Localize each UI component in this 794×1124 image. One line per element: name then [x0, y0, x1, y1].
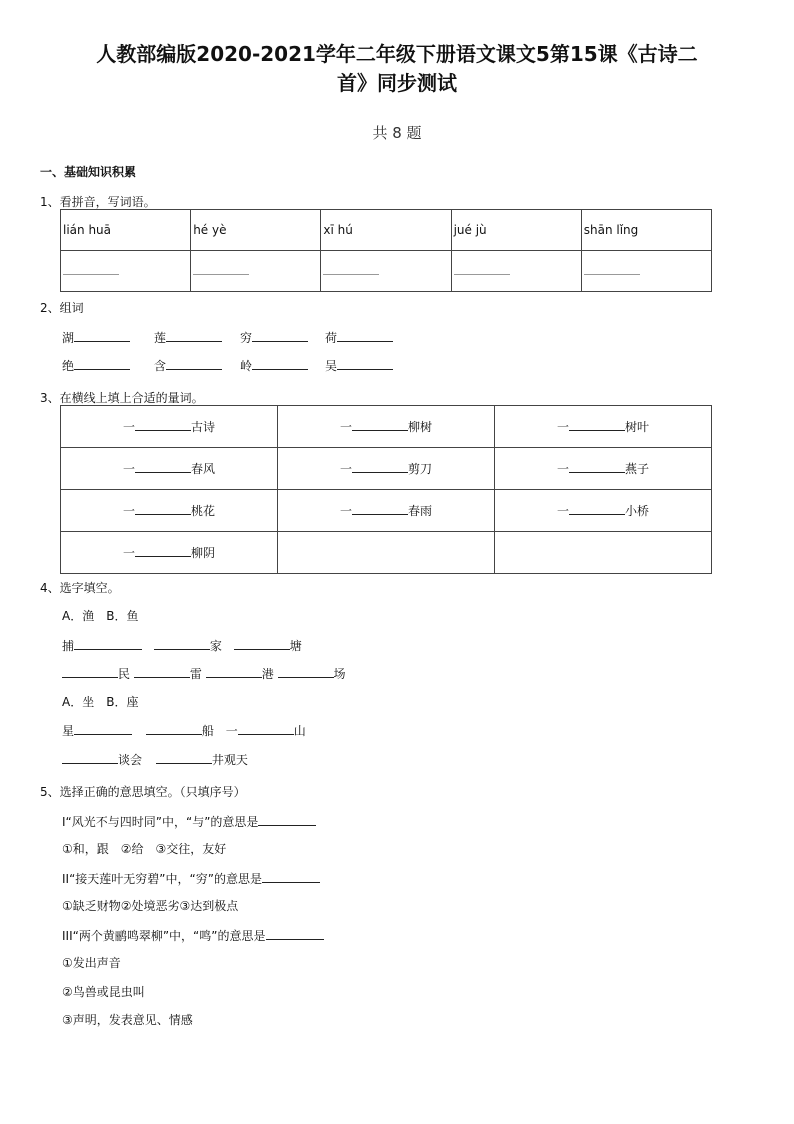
answer-blank[interactable]: [234, 637, 290, 650]
measure-cell: 一 春雨: [278, 490, 495, 532]
measure-cell: 一 古诗: [61, 406, 278, 448]
q5-iii-question: III“两个黄鹂鸣翠柳”中，“鸣”的意思是: [62, 927, 324, 944]
answer-blank[interactable]: [146, 722, 202, 735]
q2-item: 含: [154, 357, 222, 374]
q2-item: 荷: [325, 329, 393, 346]
document-title: [0, 40, 794, 98]
q4-line-3: 星 船 一 山: [62, 724, 306, 738]
pinyin-cell: shān lǐng: [581, 210, 711, 251]
answer-blank[interactable]: [569, 502, 625, 515]
q5-label: 5、选择正确的意思填空。（只填序号）: [40, 785, 246, 799]
answer-blank[interactable]: [135, 418, 191, 431]
q4-options-1: A．渔 B．鱼: [62, 609, 139, 623]
answer-blank[interactable]: [252, 357, 308, 370]
answer-blank[interactable]: [584, 266, 640, 275]
answer-blank[interactable]: [569, 418, 625, 431]
answer-blank[interactable]: [74, 357, 130, 370]
answer-blank[interactable]: [454, 266, 510, 275]
measure-cell: 一 小桥: [495, 490, 712, 532]
q4-options-2: A．坐 B．座: [62, 695, 139, 709]
pinyin-cell: hé yè: [191, 210, 321, 251]
measure-cell: 一 树叶: [495, 406, 712, 448]
measure-cell: 一 柳树: [278, 406, 495, 448]
question-count: 共 8 题: [372, 124, 422, 142]
answer-blank[interactable]: [74, 329, 130, 342]
answer-blank[interactable]: [352, 502, 408, 515]
answer-blank[interactable]: [569, 460, 625, 473]
answer-blank[interactable]: [337, 329, 393, 342]
q5-iii-option-1: ①发出声音: [62, 956, 121, 970]
measure-cell: 一 燕子: [495, 448, 712, 490]
answer-blank[interactable]: [278, 665, 334, 678]
title-line-2: 首》同步测试: [337, 71, 457, 95]
answer-blank[interactable]: [166, 329, 222, 342]
answer-blank[interactable]: [154, 637, 210, 650]
measure-cell: 一 桃花: [61, 490, 278, 532]
q5-i-question: I“风光不与四时同”中，“与”的意思是: [62, 813, 316, 830]
answer-blank[interactable]: [352, 460, 408, 473]
answer-blank[interactable]: [62, 665, 118, 678]
measure-cell: 一 柳阴: [61, 532, 278, 574]
q2-item: 莲: [154, 329, 222, 346]
answer-cell[interactable]: [451, 251, 581, 292]
answer-blank[interactable]: [193, 266, 249, 275]
answer-blank[interactable]: [266, 927, 324, 940]
answer-cell[interactable]: [321, 251, 451, 292]
q5-iii-option-3: ③声明，发表意见、情感: [62, 1013, 193, 1027]
q5-i-options: ①和，跟 ②给 ③交往，友好: [62, 842, 227, 856]
answer-blank[interactable]: [62, 751, 118, 764]
answer-cell[interactable]: [191, 251, 321, 292]
answer-cell[interactable]: [581, 251, 711, 292]
q5-iii-option-2: ②鸟兽或昆虫叫: [62, 985, 145, 999]
measure-cell: 一 剪刀: [278, 448, 495, 490]
pinyin-cell: xī hú: [321, 210, 451, 251]
answer-cell[interactable]: [61, 251, 191, 292]
q4-label: 4、选字填空。: [40, 581, 120, 595]
q4-line-2: 民 雷 港 场: [62, 665, 346, 682]
answer-blank[interactable]: [323, 266, 379, 275]
answer-blank[interactable]: [74, 722, 132, 735]
pinyin-table: [60, 209, 712, 292]
answer-blank[interactable]: [135, 460, 191, 473]
measure-cell: 一 春风: [61, 448, 278, 490]
answer-blank[interactable]: [252, 329, 308, 342]
answer-blank[interactable]: [156, 751, 212, 764]
section-heading: 一、基础知识积累: [40, 165, 137, 179]
q4-line-4: 谈会 井观天: [62, 751, 248, 768]
q1-label: 1、看拼音，写词语。: [40, 195, 156, 209]
answer-blank[interactable]: [352, 418, 408, 431]
q2-item: 湖: [62, 329, 130, 346]
pinyin-cell: jué jù: [451, 210, 581, 251]
answer-blank[interactable]: [262, 870, 320, 883]
empty-cell: [495, 532, 712, 574]
q5-ii-question: II“接天莲叶无穷碧”中，“穷”的意思是: [62, 870, 320, 887]
q2-item: 绝: [62, 357, 130, 374]
answer-blank[interactable]: [166, 357, 222, 370]
answer-blank[interactable]: [74, 637, 142, 650]
q2-item: 吴: [325, 357, 393, 374]
q4-line-1: 捕 家 塘: [62, 639, 302, 653]
q2-item: 岭: [240, 357, 308, 374]
answer-blank[interactable]: [135, 502, 191, 515]
pinyin-cell: lián huā: [61, 210, 191, 251]
answer-blank[interactable]: [337, 357, 393, 370]
q2-label: 2、组词: [40, 301, 84, 315]
answer-blank[interactable]: [206, 665, 262, 678]
answer-blank[interactable]: [134, 665, 190, 678]
q5-ii-options: ①缺乏财物②处境恶劣③达到极点: [62, 899, 239, 913]
q2-item: 穷: [240, 329, 308, 346]
empty-cell: [278, 532, 495, 574]
answer-blank[interactable]: [135, 544, 191, 557]
answer-blank[interactable]: [63, 266, 119, 275]
answer-blank[interactable]: [258, 813, 316, 826]
measure-word-table: [60, 405, 712, 574]
answer-blank[interactable]: [238, 722, 294, 735]
title-line-1: 人教部编版2020-2021学年二年级下册语文课文5第15课《古诗二: [96, 42, 698, 66]
q3-label: 3、在横线上填上合适的量词。: [40, 391, 204, 405]
